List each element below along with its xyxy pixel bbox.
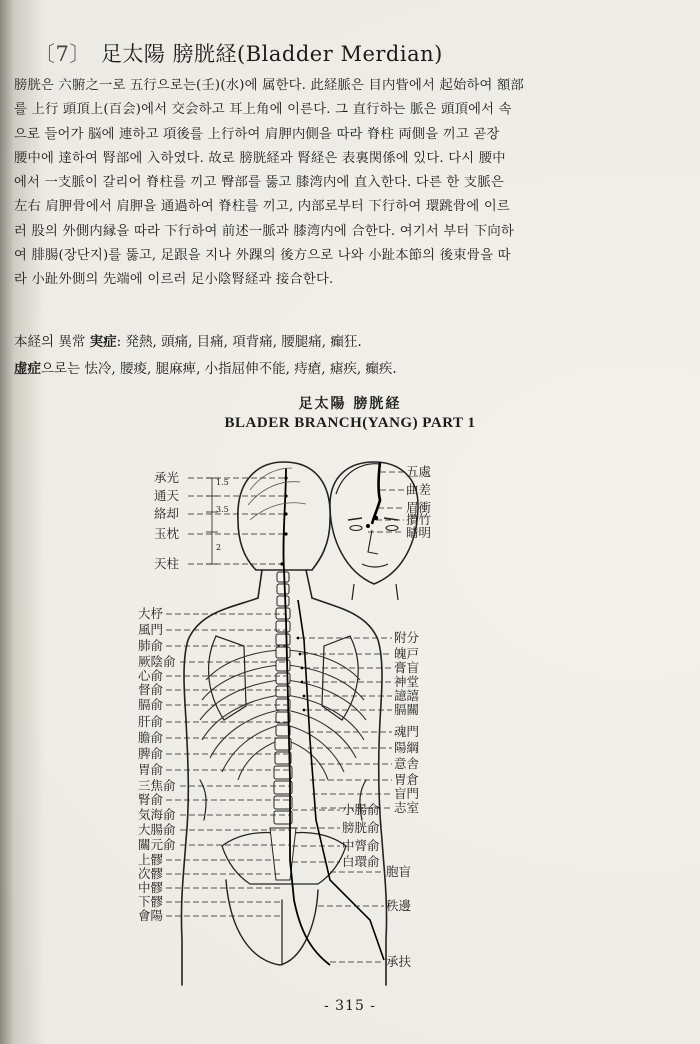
acupoint-label: 気海俞 bbox=[138, 807, 176, 822]
acupoint-label: 次髎 bbox=[138, 866, 164, 881]
meridian-line-face bbox=[372, 462, 380, 524]
figure-title-cjk: 足太陽 膀胱経 bbox=[298, 396, 402, 412]
meridian-description bbox=[14, 74, 684, 293]
acupoint-label: 眉衝 bbox=[406, 500, 432, 515]
acupoint-label: 關元俞 bbox=[138, 837, 176, 852]
acupoint-label: 會陽 bbox=[138, 908, 164, 923]
acupoint-label: 攢竹 bbox=[406, 512, 432, 527]
deficiency-symptoms bbox=[14, 357, 684, 377]
acupoint-label: 承扶 bbox=[386, 954, 412, 969]
excess-list: : 発熱, 頭痛, 目痛, 項背痛, 腰腿痛, 癲狂. bbox=[116, 334, 362, 350]
acupoint-label: 三焦俞 bbox=[138, 778, 176, 793]
scale-mark: 1.5 bbox=[216, 478, 229, 487]
acupoint-label: 魄戸 bbox=[394, 646, 420, 661]
acupoint-label: 肺俞 bbox=[138, 638, 164, 653]
acupoint-label: 胃俞 bbox=[138, 762, 164, 777]
acupoint-label: 盲門 bbox=[394, 786, 420, 801]
acupoint-label: 五處 bbox=[406, 464, 432, 479]
acupoint-label: 風門 bbox=[138, 622, 164, 637]
acupoint-label: 附分 bbox=[394, 630, 420, 645]
acupoint-label: 胞盲 bbox=[386, 864, 412, 879]
acupoint-label: 腎俞 bbox=[138, 792, 164, 807]
acupoint-label: 絡却 bbox=[154, 506, 180, 521]
symptoms-prefix: 本経의 異常 bbox=[14, 334, 86, 350]
acupoint-label: 膈俞 bbox=[138, 697, 164, 712]
deficiency-label: 虚症 bbox=[14, 361, 41, 377]
acupoint-label: 曲差 bbox=[406, 482, 432, 497]
acupoint-label: 膏盲 bbox=[394, 660, 420, 675]
acupoint-label: 通天 bbox=[154, 488, 180, 503]
acupoint-label: 睛明 bbox=[406, 525, 432, 540]
acupoint-label: 中膂俞 bbox=[342, 838, 380, 853]
acupoint-label: 神堂 bbox=[394, 674, 420, 689]
paragraph-line: 으로 들어가 脳에 連하고 項後를 上行하여 肩胛内側을 따라 脊柱 両側을 끼고 곧장 bbox=[14, 126, 500, 142]
excess-label: 実症 bbox=[89, 334, 117, 350]
paragraph-line: 腰中에 達하여 腎部에 入하였다. 故로 膀胱経과 腎経은 表裏関係에 있다. 다시 腰中 bbox=[14, 150, 506, 166]
acupoint-label: 膽俞 bbox=[138, 730, 164, 745]
paragraph-line: 에서 一支脈이 갈리어 脊柱를 끼고 臀部를 뚫고 膝湾内에 直入한다. 다른 한 支脈은 bbox=[14, 175, 504, 191]
acupoint-label: 白環俞 bbox=[342, 854, 380, 869]
meridian-illustration bbox=[0, 440, 700, 990]
acupoint-label: 譩譆 bbox=[394, 688, 420, 703]
paragraph-line: 를 上行 頭頂上(百会)에서 交会하고 耳上角에 이른다. 그 直行하는 脈은 頭頂에서 속 bbox=[14, 102, 512, 118]
scale-mark: 3.5 bbox=[216, 505, 229, 514]
deficiency-list: 으로는 怯冷, 腰痠, 腿麻痺, 小指屈伸不能, 痔瘡, 瘧疾, 癲疾. bbox=[41, 361, 397, 377]
acupoint-label: 肝俞 bbox=[138, 714, 164, 729]
paragraph-line: 左右 肩胛骨에서 肩胛을 通過하여 脊柱를 끼고, 内部로부터 下行하여 環跳骨에 이르 bbox=[14, 199, 510, 215]
acupoint-label: 脾俞 bbox=[138, 746, 164, 761]
paragraph-line: 膀胱은 六腑之一로 五行으로는(壬)(水)에 属한다. 此経脈은 目内眥에서 起始하여 額部 bbox=[14, 78, 524, 93]
acupoint-label: 膈關 bbox=[394, 702, 420, 717]
acupoint-label: 上髎 bbox=[138, 852, 164, 867]
acupoint-label: 中髎 bbox=[138, 880, 164, 895]
acupoint-label: 秩邊 bbox=[386, 898, 412, 913]
acupoint-label: 玉枕 bbox=[154, 526, 180, 541]
excess-symptoms bbox=[14, 330, 684, 350]
acupoint-label: 大杼 bbox=[138, 606, 164, 621]
acupoint-label: 下髎 bbox=[138, 894, 164, 909]
paragraph-line: 여 腓腸(장단지)를 뚫고, 足跟을 지나 外踝의 後方으로 나와 小趾本節의 後束骨을 따 bbox=[14, 248, 511, 264]
section-number: 〔7〕 bbox=[34, 42, 91, 66]
page-number: - 315 - bbox=[323, 998, 377, 1014]
acupoint-label: 督俞 bbox=[138, 682, 164, 697]
section-title: 足太陽 膀胱経(Bladder Merdian) bbox=[100, 42, 443, 66]
acupoint-label: 心俞 bbox=[138, 668, 164, 683]
acupoint-label: 小腸俞 bbox=[342, 802, 380, 817]
acupoint-label: 意舎 bbox=[394, 756, 420, 771]
paragraph-line: 러 股의 外側内縁을 따라 下行하여 前述一脈과 膝湾内에 合한다. 여기서 부터 下向하 bbox=[14, 223, 514, 239]
section-heading bbox=[34, 38, 674, 68]
acupoint-label: 膀胱俞 bbox=[342, 820, 380, 835]
figure-title-en: BLADER BRANCH(YANG) PART 1 bbox=[224, 415, 476, 431]
acupoint-label: 厥陰俞 bbox=[138, 654, 176, 669]
acupoint-label: 志室 bbox=[394, 800, 420, 815]
acupoint-label: 陽綱 bbox=[394, 740, 420, 755]
paragraph-line: 라 小趾外側의 先端에 이르러 足小陰腎経과 接合한다. bbox=[14, 272, 334, 288]
acupoint-label: 胃倉 bbox=[394, 772, 420, 787]
acupoint-label: 承光 bbox=[154, 470, 180, 485]
acupoint-label: 魂門 bbox=[394, 724, 420, 739]
scale-mark: 2 bbox=[216, 543, 222, 552]
acupoint-label: 大腸俞 bbox=[138, 822, 176, 837]
acupoint-label: 天柱 bbox=[154, 556, 180, 571]
